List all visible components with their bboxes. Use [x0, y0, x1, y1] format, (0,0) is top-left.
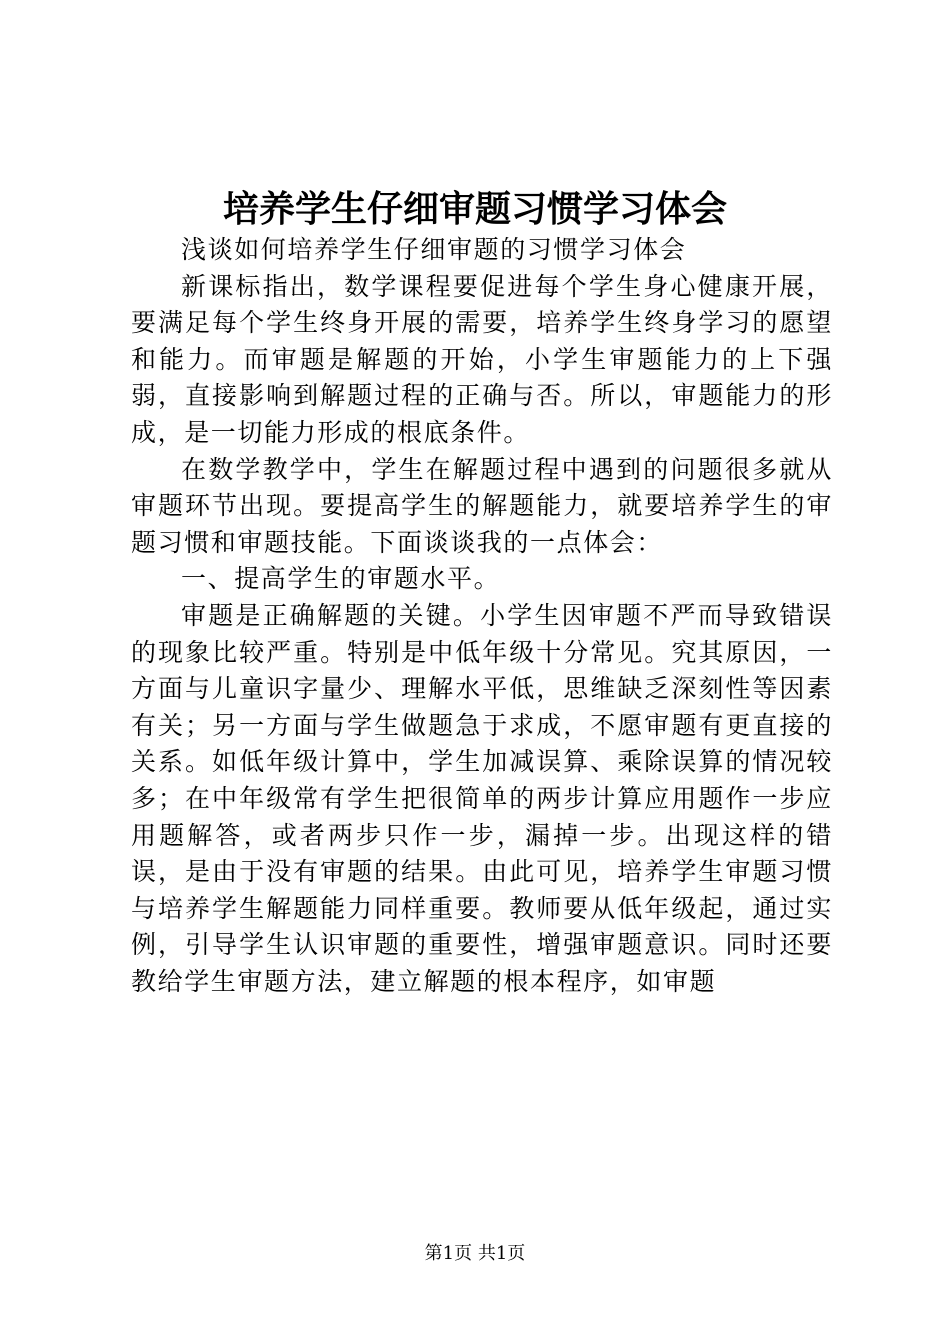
paragraph-intro: 新课标指出，数学课程要促进每个学生身心健康开展，要满足每个学生终身开展的需要，培养学生终身学习的愿望和能力。而审题是解题的开始，小学生审题能力的上下强弱，直接影响到解题过程的正确与否。所以，审题能力的形成，是一切能力形成的根底条件。: [131, 271, 833, 447]
paragraph-subtitle: 浅谈如何培养学生仔细审题的习惯学习体会: [181, 235, 687, 264]
paragraph-context: 在数学教学中，学生在解题过程中遇到的问题很多就从审题环节出现。要提高学生的解题能力，就要培养学生的审题习惯和审题技能。下面谈谈我的一点体会：: [131, 454, 833, 557]
paragraph-section-1: 审题是正确解题的关键。小学生因审题不严而导致错误的现象比较严重。特别是中低年级十分常见。究其原因，一方面与儿童识字量少、理解水平低，思维缺乏深刻性等因素有关；另一方面与学生做题急于求成，不愿审题有更直接的关系。如低年级计算中，学生加减误算、乘除误算的情况较多；在中年级常有学生把很简单的两步计算应用题作一步应用题解答，或者两步只作一步，漏掉一步。出现这样的错误，是由于没有审题的结果。由此可见，培养学生审题习惯与培养学生解题能力同样重要。教师要从低年级起，通过实例，引导学生认识审题的重要性，增强审题意识。同时还要教给学生审题方法，建立解题的根本程序，如审题: [131, 600, 833, 996]
page-number-footer: 第1页 共1页: [424, 1243, 526, 1264]
section-heading-1: 一、提高学生的审题水平。: [181, 564, 501, 594]
document-body: [131, 232, 833, 1000]
document-title: 培养学生仔细审题习惯学习体会: [222, 188, 727, 230]
